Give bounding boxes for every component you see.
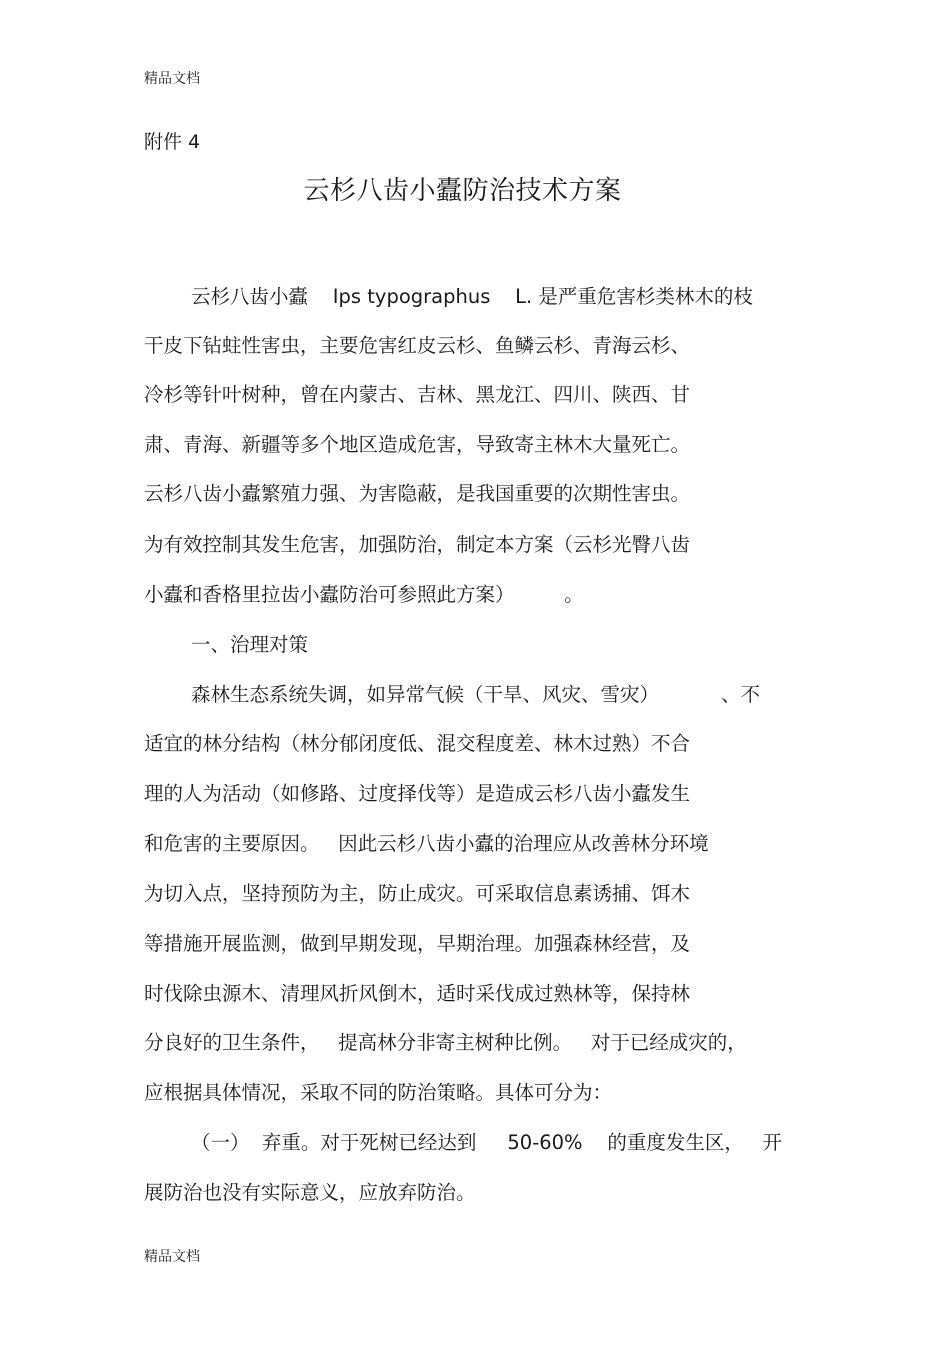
page-header-label: 精品文档: [144, 71, 200, 87]
body-line-4: 肃、青海、新疆等多个地区造成危害，导致寄主林木大量死亡。: [144, 433, 691, 456]
body-line-7: 小蠹和香格里拉齿小蠹防治可参照此方案） 。: [144, 583, 584, 606]
body-line-19: 展防治也没有实际意义，应放弃防治。: [144, 1181, 476, 1204]
body-line-14: 等措施开展监测，做到早期发现，早期治理。加强森林经营，及: [144, 932, 691, 955]
body-line-10: 适宜的林分结构（林分郁闭度低、混交程度差、林木过熟）不合: [144, 732, 691, 755]
body-line-5: 云杉八齿小蠹繁殖力强、为害隐蔽，是我国重要的次期性害虫。: [144, 482, 691, 505]
body-line-3: 冷杉等针叶树种，曾在内蒙古、吉林、黑龙江、四川、陕西、甘: [144, 383, 691, 406]
body-line-6: 为有效控制其发生危害，加强防治，制定本方案（云杉光臀八齿: [144, 533, 691, 556]
body-line-13: 为切入点，坚持预防为主，防止成灾。可采取信息素诱捕、饵木: [144, 882, 691, 905]
document-title: 云杉八齿小蠹防治技术方案: [303, 176, 622, 206]
attachment-number: 附件 4: [144, 131, 201, 153]
body-line-9: 森林生态系统失调，如异常气候（干旱、风灾、雪灾） 、不: [191, 683, 760, 706]
body-line-18: （一） 弃重。对于死树已经达到 50-60% 的重度发生区， 开: [191, 1131, 782, 1154]
body-line-12: 和危害的主要原因。 因此云杉八齿小蠹的治理应从改善林分环境: [144, 832, 709, 855]
page-footer-label: 精品文档: [144, 1249, 200, 1265]
body-line-11: 理的人为活动（如修路、过度择伐等）是造成云杉八齿小蠹发生: [144, 782, 691, 805]
body-line-2: 干皮下钻蛀性害虫，主要危害红皮云杉、鱼鳞云杉、青海云杉、: [144, 334, 691, 357]
body-line-17: 应根据具体情况，采取不同的防治策略。具体可分为：: [144, 1081, 613, 1104]
body-line-15: 时伐除虫源木、清理风折风倒木，适时采伐成过熟林等，保持林: [144, 982, 691, 1005]
body-line-1: 云杉八齿小蠹 Ips typographus L. 是严重危害杉类林木的枝: [191, 285, 753, 308]
section-heading-1: 一、治理对策: [191, 633, 309, 656]
body-line-16: 分良好的卫生条件， 提高林分非寄主树种比例。 对于已经成灾的，: [144, 1031, 747, 1054]
